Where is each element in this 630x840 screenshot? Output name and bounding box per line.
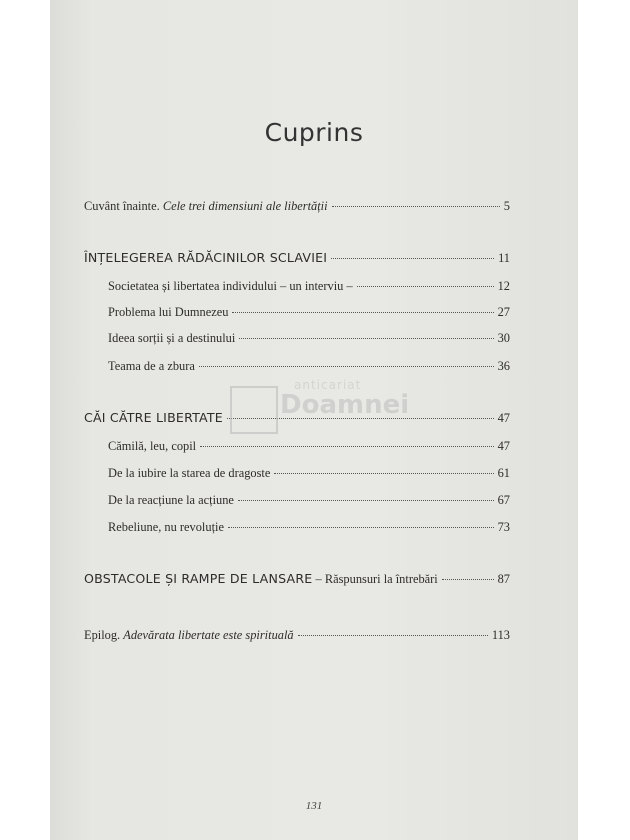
page-ref: 11 xyxy=(498,251,510,265)
leader-dots xyxy=(238,500,494,501)
toc-entry-foreword: Cuvânt înainte. Cele trei dimensiuni ale libertății 5 xyxy=(84,199,510,213)
page-ref: 27 xyxy=(497,305,510,319)
page-ref: 67 xyxy=(497,493,510,507)
page-ref: 87 xyxy=(497,572,510,586)
toc-section-obstacles: OBSTACOLE ȘI RAMPE DE LANSARE – Răspunsuri la întrebări 87 xyxy=(84,571,510,586)
leader-dots xyxy=(199,366,494,367)
toc-section-paths: CĂI CĂTRE LIBERTATE 47 xyxy=(84,410,510,425)
leader-dots xyxy=(331,258,494,259)
toc-entry-epilogue: Epilog. Adevărata libertate este spirituală 113 xyxy=(84,628,510,642)
page-ref: 12 xyxy=(497,279,510,293)
book-page xyxy=(50,0,578,840)
toc-entry: De la reacțiune la acțiune 67 xyxy=(108,493,510,507)
leader-dots xyxy=(298,635,488,636)
leader-dots xyxy=(200,446,494,447)
toc-entry: Societatea și libertatea individului – un interviu – 12 xyxy=(108,279,510,293)
toc-entry: Problema lui Dumnezeu 27 xyxy=(108,305,510,319)
leader-dots xyxy=(228,527,494,528)
page-ref: 36 xyxy=(497,359,510,373)
epilogue-subtitle: Adevărata libertate este spirituală xyxy=(123,628,294,642)
books-icon xyxy=(230,386,278,434)
toc-entry: Rebeliune, nu revoluție 73 xyxy=(108,520,510,534)
toc-entry: Teama de a zbura 36 xyxy=(108,359,510,373)
page-ref: 5 xyxy=(503,199,510,213)
watermark-logo: anticariat Doamnei xyxy=(230,378,430,438)
page-ref: 47 xyxy=(497,411,510,425)
page-number: 131 xyxy=(305,800,323,812)
page-ref: 61 xyxy=(497,466,510,480)
leader-dots xyxy=(357,286,494,287)
leader-dots xyxy=(332,206,500,207)
toc-entry: Ideea sorții și a destinului 30 xyxy=(108,331,510,345)
leader-dots xyxy=(442,579,494,580)
page-ref: 30 xyxy=(497,331,510,345)
page-ref: 73 xyxy=(497,520,510,534)
page-ref: 47 xyxy=(497,439,510,453)
leader-dots xyxy=(239,338,493,339)
leader-dots xyxy=(232,312,493,313)
leader-dots xyxy=(274,473,493,474)
page-ref: 113 xyxy=(491,628,510,642)
toc-entry: De la iubire la starea de dragoste 61 xyxy=(108,466,510,480)
toc-entry: Cămilă, leu, copil 47 xyxy=(108,439,510,453)
page-title: Cuprins xyxy=(264,118,364,147)
foreword-subtitle: Cele trei dimensiuni ale libertății xyxy=(162,199,328,213)
toc-section-roots: ÎNȚELEGEREA RĂDĂCINILOR SCLAVIEI 11 xyxy=(84,250,510,265)
